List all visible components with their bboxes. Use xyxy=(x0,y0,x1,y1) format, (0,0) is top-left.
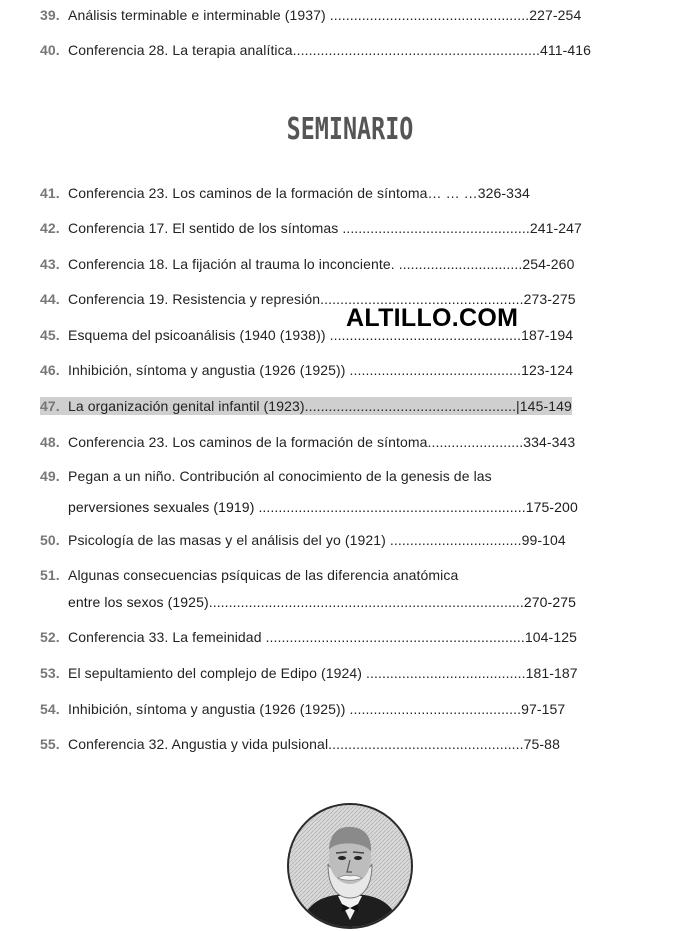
toc-entry-42 xyxy=(40,219,582,237)
entry-text: Conferencia 23. Los caminos de la formación de síntoma… … …326-334 xyxy=(68,185,530,201)
entry-number: 50. xyxy=(40,532,60,548)
toc-entry-41 xyxy=(40,184,530,202)
entry-number: 48. xyxy=(40,434,60,450)
toc-entry-52 xyxy=(40,628,577,646)
entry-number: 54. xyxy=(40,701,60,717)
entry-number: 39. xyxy=(40,7,60,23)
entry-number: 40. xyxy=(40,42,60,58)
portrait-illustration xyxy=(286,802,414,930)
entry-text: Inhibición, síntoma y angustia (1926 (1925)) ...........................................97-157 xyxy=(68,701,566,717)
entry-continuation: entre los sexos (1925)...............................................................................270-275 xyxy=(68,594,576,610)
entry-continuation: perversiones sexuales (1919) ...................................................................175-200 xyxy=(68,499,578,515)
entry-text: Conferencia 18. La fijación al trauma lo inconciente. ...............................254-260 xyxy=(68,256,575,272)
toc-entry-47-highlighted xyxy=(40,397,572,415)
toc-entry-48 xyxy=(40,433,575,451)
entry-text: Conferencia 33. La femeinidad .................................................................104-125 xyxy=(68,629,577,645)
entry-number: 45. xyxy=(40,327,60,343)
entry-text: Conferencia 17. El sentido de los síntomas ...............................................241-247 xyxy=(68,220,582,236)
toc-entry-40 xyxy=(40,41,591,59)
entry-number: 52. xyxy=(40,629,60,645)
entry-text: Análisis terminable e interminable (1937) ..................................................227-254 xyxy=(68,7,582,23)
entry-number: 41. xyxy=(40,185,60,201)
toc-entry-49 xyxy=(40,467,578,516)
toc-entry-55 xyxy=(40,735,560,753)
entry-text: Esquema del psicoanálisis (1940 (1938)) ................................................187-194 xyxy=(68,327,574,343)
entry-text: Inhibición, síntoma y angustia (1926 (1925)) ...........................................123-124 xyxy=(68,362,574,378)
entry-number: 43. xyxy=(40,256,60,272)
toc-entry-50 xyxy=(40,531,566,549)
entry-text: Conferencia 23. Los caminos de la formación de síntoma........................334-343 xyxy=(68,434,576,450)
entry-number: 47. xyxy=(40,398,60,414)
entry-number: 55. xyxy=(40,736,60,752)
entry-number: 44. xyxy=(40,291,60,307)
entry-text: Pegan a un niño. Contribución al conocimiento de la genesis de las xyxy=(68,468,492,484)
entry-text: Psicología de las masas y el análisis del yo (1921) .................................99-104 xyxy=(68,532,566,548)
entry-text: Conferencia 28. La terapia analítica..............................................................411-416 xyxy=(68,42,592,58)
entry-number: 42. xyxy=(40,220,60,236)
watermark: ALTILLO.COM xyxy=(346,304,519,332)
entry-text: La organización genital infantil (1923).....................................................|145-149 xyxy=(68,398,572,414)
entry-number: 51. xyxy=(40,567,60,583)
toc-entry-53 xyxy=(40,664,578,682)
entry-text: El sepultamiento del complejo de Edipo (1924) ........................................181-187 xyxy=(68,665,578,681)
section-title: SEMINARIO xyxy=(286,112,414,147)
toc-entry-51 xyxy=(40,566,576,611)
toc-entry-46 xyxy=(40,361,573,379)
entry-text: Algunas consecuencias psíquicas de las diferencia anatómica xyxy=(68,567,459,583)
entry-number: 53. xyxy=(40,665,60,681)
toc-entry-43 xyxy=(40,255,574,273)
toc-entry-39 xyxy=(40,6,581,24)
entry-number: 49. xyxy=(40,468,60,484)
entry-number: 46. xyxy=(40,362,60,378)
entry-text: Conferencia 32. Angustia y vida pulsional.................................................75-88 xyxy=(68,736,560,752)
toc-entry-54 xyxy=(40,700,565,718)
entry-text: Conferencia 19. Resistencia y represión...................................................273-275 xyxy=(68,291,576,307)
